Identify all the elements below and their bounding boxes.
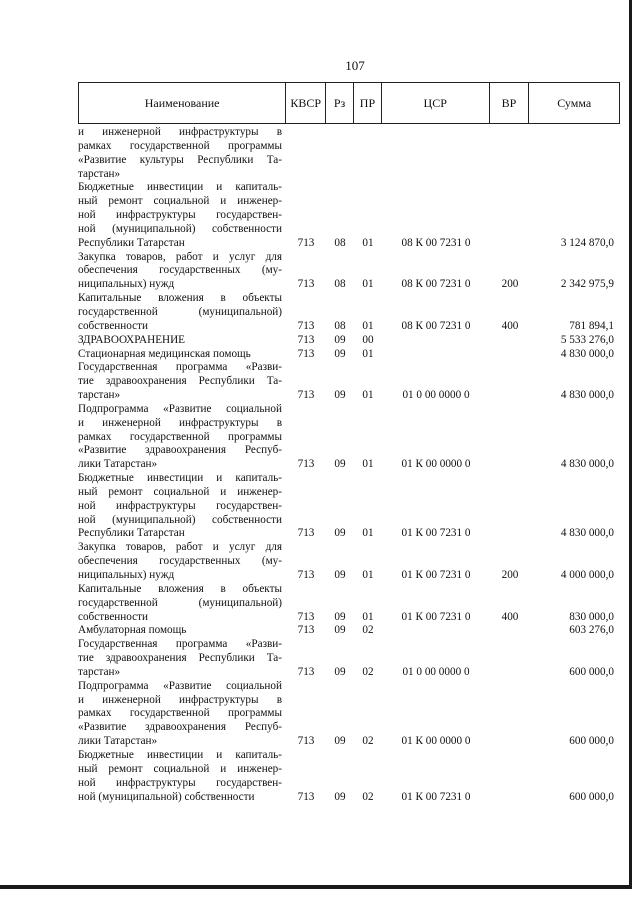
- cell-pr: 01: [362, 347, 374, 360]
- row-name-line: Подпрограмма «Развитие социальной: [78, 679, 282, 692]
- row-name-line: государственной (муниципальной): [78, 596, 282, 609]
- page-bottom-border: [0, 885, 632, 889]
- row-name-line: «Развитие здравоохранения Респуб-: [78, 444, 282, 457]
- row-name-line: рамках государственной программы: [78, 139, 282, 152]
- row-name-line: Республики Татарстан: [78, 527, 185, 540]
- row-name: [78, 749, 286, 804]
- cell-pr: 00: [362, 333, 374, 346]
- row-name-line: Закупка товаров, работ и услуг для: [78, 541, 282, 554]
- cell-kvsr: 713: [297, 624, 315, 637]
- cell-csr: 01 0 00 0000 0: [402, 389, 470, 402]
- cell-vr: 400: [501, 610, 519, 623]
- row-name-line: Амбулаторная помощь: [78, 624, 187, 637]
- cell-csr: 01 К 00 7231 0: [401, 610, 471, 623]
- row-name-line: Бюджетные инвестиции и капиталь-: [78, 748, 282, 761]
- table-row: [78, 541, 620, 583]
- cell-rz: 09: [334, 333, 346, 346]
- row-name-line: ной инфраструктуры государствен-: [78, 776, 282, 789]
- row-name-line: собственности: [78, 319, 148, 332]
- row-name-line: ной (муниципальной) собственности: [78, 790, 255, 803]
- cell-sum: 781 894,1: [569, 319, 614, 332]
- row-name-line: ной (муниципальной) собственности: [78, 513, 282, 526]
- table-row: [78, 583, 620, 625]
- cell-csr: 01 К 00 7231 0: [401, 569, 471, 581]
- cell-pr: 02: [362, 735, 374, 748]
- row-name-line: ный ремонт социальной и инженер-: [78, 195, 282, 208]
- cell-sum: 4 830 000,0: [560, 527, 614, 540]
- table-row: [78, 749, 620, 804]
- cell-csr: 01 К 00 0000 0: [401, 735, 471, 748]
- row-name-line: обеспечения государственных (му-: [78, 264, 282, 277]
- header-vr: ВР: [490, 83, 530, 123]
- cell-kvsr: 713: [297, 278, 315, 291]
- row-name-line: лики Татарстан»: [78, 735, 158, 748]
- cell-rz: 08: [334, 278, 346, 291]
- table-header: [78, 82, 620, 124]
- row-name-line: рамках государственной программы: [78, 430, 282, 443]
- cell-sum: 600 000,0: [569, 735, 614, 748]
- cell-rz: 09: [334, 458, 346, 471]
- cell-rz: 09: [334, 665, 346, 678]
- cell-pr: 01: [362, 569, 374, 581]
- row-name-line: ный ремонт социальной и инженер-: [78, 762, 282, 775]
- page-number: 107: [345, 58, 365, 73]
- row-name-line: рамках государственной программы: [78, 707, 282, 720]
- row-name-line: обеспечения государственных (му-: [78, 555, 282, 568]
- row-name-line: Государственная программа «Разви-: [78, 361, 282, 374]
- row-name-line: и инженерной инфраструктуры в: [78, 693, 282, 706]
- row-name-line: Капитальные вложения в объекты: [78, 292, 282, 305]
- table-row: [78, 680, 620, 749]
- table-row: [78, 181, 620, 250]
- cell-sum: 4 830 000,0: [560, 389, 614, 402]
- cell-rz: 09: [334, 527, 346, 540]
- cell-sum: 3 124 870,0: [560, 236, 614, 249]
- table-row: [78, 292, 620, 334]
- table-row: [78, 624, 620, 638]
- header-sum: Сумма: [557, 95, 592, 110]
- row-name: [78, 251, 286, 293]
- row-name-line: тарстан»: [78, 167, 121, 180]
- row-name: [78, 334, 286, 348]
- table-row: [78, 251, 620, 293]
- cell-pr: 01: [362, 389, 374, 402]
- cell-pr: 01: [362, 527, 374, 540]
- row-name-line: «Развитие культуры Республики Та-: [78, 153, 282, 166]
- row-name-line: и инженерной инфраструктуры в: [78, 126, 282, 138]
- cell-rz: 09: [334, 569, 346, 581]
- cell-kvsr: 713: [297, 347, 315, 360]
- row-name-line: ной (муниципальной) собственности: [78, 222, 282, 235]
- cell-kvsr: 713: [297, 527, 315, 540]
- cell-rz: 09: [334, 624, 346, 637]
- cell-pr: 02: [362, 624, 374, 637]
- header-csr: ЦСР: [382, 83, 490, 123]
- row-name: [78, 361, 286, 403]
- header-name: Наименование: [79, 83, 286, 123]
- row-name-line: «Развитие здравоохранения Респуб-: [78, 721, 282, 734]
- row-name-line: Бюджетные инвестиции и капиталь-: [78, 181, 282, 194]
- cell-pr: 01: [362, 236, 374, 249]
- cell-sum: 2 342 975,9: [560, 278, 614, 291]
- row-name: [78, 638, 286, 680]
- row-name: [78, 126, 286, 181]
- cell-sum: 603 276,0: [569, 624, 614, 637]
- row-name-line: тие здравоохранения Республики Та-: [78, 375, 282, 388]
- row-name: [78, 348, 286, 362]
- cell-csr: 01 К 00 0000 0: [401, 458, 471, 471]
- cell-pr: 02: [362, 790, 374, 803]
- cell-sum: 4 830 000,0: [560, 347, 614, 360]
- cell-pr: 02: [362, 665, 374, 678]
- row-name-line: тарстан»: [78, 665, 121, 678]
- cell-kvsr: 713: [297, 735, 315, 748]
- cell-kvsr: 713: [297, 665, 315, 678]
- cell-kvsr: 713: [297, 236, 315, 249]
- table-row: [78, 403, 620, 472]
- cell-csr: 08 К 00 7231 0: [401, 236, 471, 249]
- row-name: [78, 583, 286, 625]
- table-body: [78, 126, 620, 804]
- row-name: [78, 472, 286, 541]
- row-name: [78, 292, 286, 334]
- cell-csr: 01 0 00 0000 0: [402, 665, 470, 678]
- row-name-line: ниципальных) нужд: [78, 278, 175, 291]
- row-name-line: и инженерной инфраструктуры в: [78, 416, 282, 429]
- cell-sum: 5 533 276,0: [560, 333, 614, 346]
- table-row: [78, 638, 620, 680]
- cell-sum: 4 000 000,0: [560, 569, 614, 581]
- row-name-line: государственной (муниципальной): [78, 305, 282, 318]
- cell-kvsr: 713: [297, 333, 315, 346]
- row-name-line: ной инфраструктуры государствен-: [78, 209, 282, 222]
- table-row: [78, 361, 620, 403]
- cell-vr: 400: [501, 319, 519, 332]
- cell-csr: 08 К 00 7231 0: [401, 278, 471, 291]
- row-name-line: тарстан»: [78, 389, 121, 402]
- cell-sum: 600 000,0: [569, 665, 614, 678]
- cell-rz: 09: [334, 389, 346, 402]
- cell-kvsr: 713: [297, 790, 315, 803]
- table-row: [78, 348, 620, 362]
- row-name: [78, 403, 286, 472]
- cell-csr: 08 К 00 7231 0: [401, 319, 471, 332]
- cell-sum: 600 000,0: [569, 790, 614, 803]
- row-name-line: тие здравоохранения Республики Та-: [78, 652, 282, 665]
- cell-pr: 01: [362, 319, 374, 332]
- cell-csr: 01 К 00 7231 0: [401, 527, 471, 540]
- row-name-line: ниципальных) нужд: [78, 569, 175, 581]
- row-name: [78, 181, 286, 250]
- row-name-line: Подпрограмма «Развитие социальной: [78, 402, 282, 415]
- cell-vr: 200: [501, 569, 519, 581]
- header-pr: ПР: [354, 83, 382, 123]
- table-row: [78, 334, 620, 348]
- cell-sum: 4 830 000,0: [560, 458, 614, 471]
- cell-pr: 01: [362, 458, 374, 471]
- cell-rz: 08: [334, 319, 346, 332]
- row-name-line: Бюджетные инвестиции и капиталь-: [78, 472, 282, 485]
- cell-kvsr: 713: [297, 319, 315, 332]
- row-name: [78, 680, 286, 749]
- cell-pr: 01: [362, 610, 374, 623]
- row-name-line: собственности: [78, 610, 148, 623]
- cell-kvsr: 713: [297, 569, 315, 581]
- cell-pr: 01: [362, 278, 374, 291]
- row-name-line: Капитальные вложения в объекты: [78, 582, 282, 595]
- row-name-line: Закупка товаров, работ и услуг для: [78, 250, 282, 263]
- cell-csr: 01 К 00 7231 0: [401, 790, 471, 803]
- cell-kvsr: 713: [297, 458, 315, 471]
- row-name-line: Стационарная медицинская помощь: [78, 347, 251, 360]
- row-name: [78, 624, 286, 638]
- cell-kvsr: 713: [297, 610, 315, 623]
- header-kvsr: КВСР: [286, 83, 326, 123]
- row-name-line: ЗДРАВООХРАНЕНИЕ: [78, 333, 186, 346]
- page-right-border: [629, 0, 632, 889]
- row-name: [78, 541, 286, 583]
- row-name-line: лики Татарстан»: [78, 458, 158, 471]
- cell-sum: 830 000,0: [569, 610, 614, 623]
- row-name-line: ной инфраструктуры государствен-: [78, 499, 282, 512]
- cell-rz: 09: [334, 610, 346, 623]
- cell-rz: 09: [334, 790, 346, 803]
- table-row: [78, 126, 620, 181]
- row-name-line: ный ремонт социальной и инженер-: [78, 485, 282, 498]
- row-name-line: Республики Татарстан: [78, 236, 185, 249]
- cell-rz: 09: [334, 347, 346, 360]
- cell-rz: 08: [334, 236, 346, 249]
- cell-kvsr: 713: [297, 389, 315, 402]
- cell-vr: 200: [501, 278, 519, 291]
- row-name-line: Государственная программа «Разви-: [78, 638, 282, 651]
- header-rz: Рз: [326, 83, 354, 123]
- cell-rz: 09: [334, 735, 346, 748]
- table-row: [78, 472, 620, 541]
